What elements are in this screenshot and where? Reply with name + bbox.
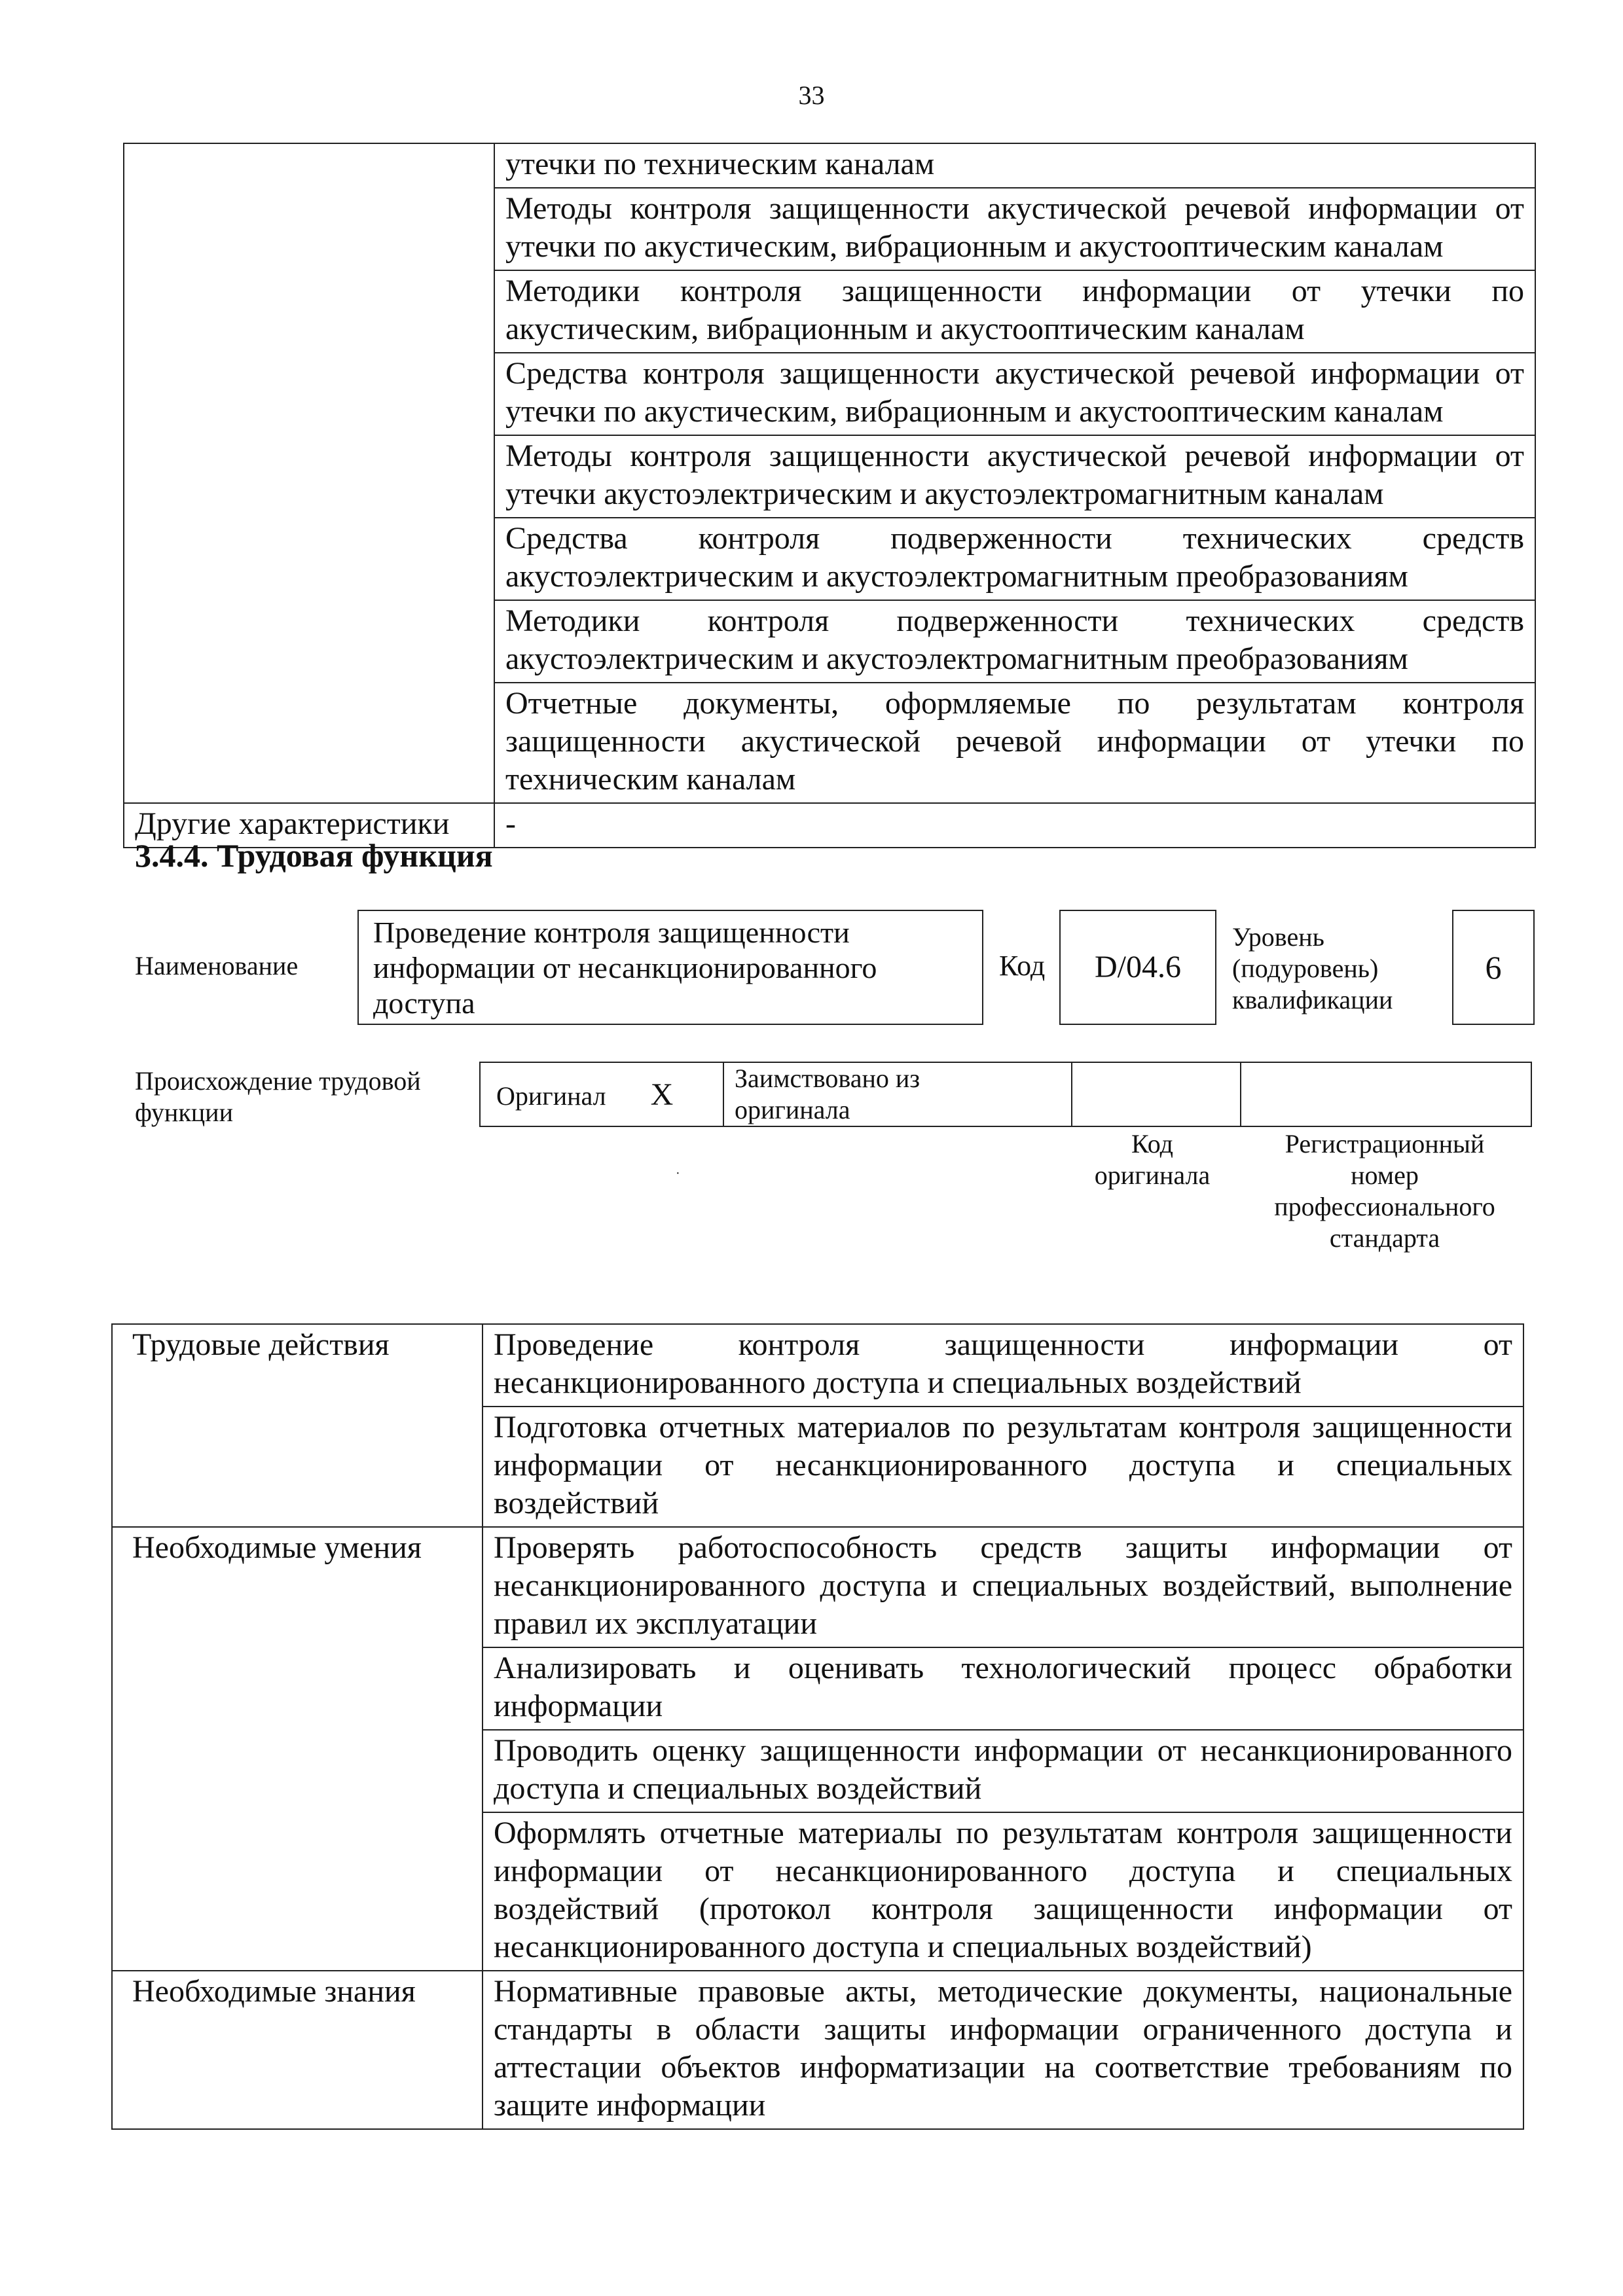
origin-label-line: функции xyxy=(135,1098,233,1127)
level-label-line: квалификации xyxy=(1232,985,1393,1014)
table-cell: Методики контроля защищенности информации от утечки по акустическим, вибрационным и акустооптическим каналам xyxy=(494,270,1535,353)
borrowed-line: Заимствовано из xyxy=(735,1064,921,1093)
group-label: Необходимые знания xyxy=(112,1971,483,2129)
other-characteristics-label: Другие характеристики xyxy=(124,803,494,848)
origin-label xyxy=(135,1066,421,1128)
knowledge-table-continued xyxy=(123,143,1536,848)
table-cell: Средства контроля подверженности технических средств акустоэлектрическим и акустоэлектромагнитным преобразованиям xyxy=(494,518,1535,600)
page-number: 33 xyxy=(798,81,825,110)
function-name-line: доступа xyxy=(373,986,475,1020)
code-value: D/04.6 xyxy=(1095,950,1181,984)
group-label: Трудовые действия xyxy=(112,1324,483,1527)
function-name-box xyxy=(357,910,983,1025)
empty-label-cell xyxy=(124,143,494,803)
table-cell: Методы контроля защищенности акустической речевой информации от утечки по акустическим, вибрационным и акустооптическим каналам xyxy=(494,188,1535,270)
level-label-line: Уровень xyxy=(1232,922,1324,952)
table-cell: Проведение контроля защищенности информации от несанкционированного доступа и специальных воздействий xyxy=(483,1324,1523,1407)
name-label: Наименование xyxy=(135,951,299,980)
table-row xyxy=(112,1971,1523,2129)
borrowed-line: оригинала xyxy=(735,1095,850,1124)
caption-line: номер xyxy=(1351,1160,1419,1190)
borrowed-cell xyxy=(723,1062,1072,1126)
reg-number-cell xyxy=(1241,1062,1531,1126)
level-value: 6 xyxy=(1485,949,1502,986)
code-original-cell xyxy=(1072,1062,1241,1126)
table-cell: Нормативные правовые акты, методические документы, национальные стандарты в области защиты информации ограниченного доступа и аттестации объектов информатизации на соответствие требованиям по защите информации xyxy=(483,1971,1523,2129)
scan-speck: · xyxy=(676,1166,680,1181)
table-cell: Анализировать и оценивать технологический процесс обработки информации xyxy=(483,1647,1523,1730)
original-cell xyxy=(480,1062,723,1126)
caption-line: стандарта xyxy=(1329,1223,1440,1253)
level-label xyxy=(1232,922,1393,1016)
table-cell: Оформлять отчетные материалы по результатам контроля защищенности информации от несанкционированного доступа и специальных воздействий (протокол контроля защищенности информации от несанкционированного доступа и специальных воздействий) xyxy=(483,1812,1523,1971)
origin-table xyxy=(479,1062,1532,1127)
reg-number-caption xyxy=(1237,1128,1532,1254)
other-characteristics-value: - xyxy=(494,803,1535,848)
level-box xyxy=(1452,910,1535,1025)
table-cell: утечки по техническим каналам xyxy=(494,143,1535,188)
table-cell: Методики контроля подверженности технических средств акустоэлектрическим и акустоэлектромагнитным преобразованиям xyxy=(494,600,1535,683)
table-cell: Отчетные документы, оформляемые по результатам контроля защищенности акустической речевой информации от утечки по техническим каналам xyxy=(494,683,1535,803)
group-label: Необходимые умения xyxy=(112,1527,483,1971)
table-cell: Проводить оценку защищенности информации от несанкционированного доступа и специальных воздействий xyxy=(483,1730,1523,1812)
function-details-table xyxy=(111,1323,1524,2130)
code-label: Код xyxy=(999,950,1046,982)
table-row xyxy=(480,1062,1531,1126)
origin-label-line: Происхождение трудовой xyxy=(135,1066,421,1096)
caption-line: Регистрационный xyxy=(1285,1129,1485,1158)
table-cell: Подготовка отчетных материалов по результатам контроля защищенности информации от несанкционированного доступа и специальных воздействий xyxy=(483,1407,1523,1527)
table-row xyxy=(124,143,1535,188)
caption-line: оригинала xyxy=(1094,1160,1211,1190)
table-cell: Средства контроля защищенности акустической речевой информации от утечки по акустическим, вибрационным и акустооптическим каналам xyxy=(494,353,1535,435)
original-label: Оригинал xyxy=(496,1081,606,1111)
code-original-caption xyxy=(1068,1128,1236,1191)
code-box xyxy=(1059,910,1216,1025)
table-cell: Проверять работоспособность средств защиты информации от несанкционированного доступа и специальных воздействий, выполнение правил их эксплуатации xyxy=(483,1527,1523,1647)
section-title: 3.4.4. Трудовая функция xyxy=(135,837,493,874)
caption-line: профессионального xyxy=(1274,1192,1495,1221)
table-row xyxy=(112,1324,1523,1407)
level-label-line: (подуровень) xyxy=(1232,954,1379,983)
table-cell: Методы контроля защищенности акустической речевой информации от утечки акустоэлектрическим и акустоэлектромагнитным каналам xyxy=(494,435,1535,518)
function-name-line: Проведение контроля защищенности xyxy=(373,916,850,949)
original-mark: X xyxy=(650,1077,674,1112)
function-name-line: информации от несанкционированного xyxy=(373,951,877,984)
caption-line: Код xyxy=(1131,1129,1173,1158)
table-row xyxy=(112,1527,1523,1647)
